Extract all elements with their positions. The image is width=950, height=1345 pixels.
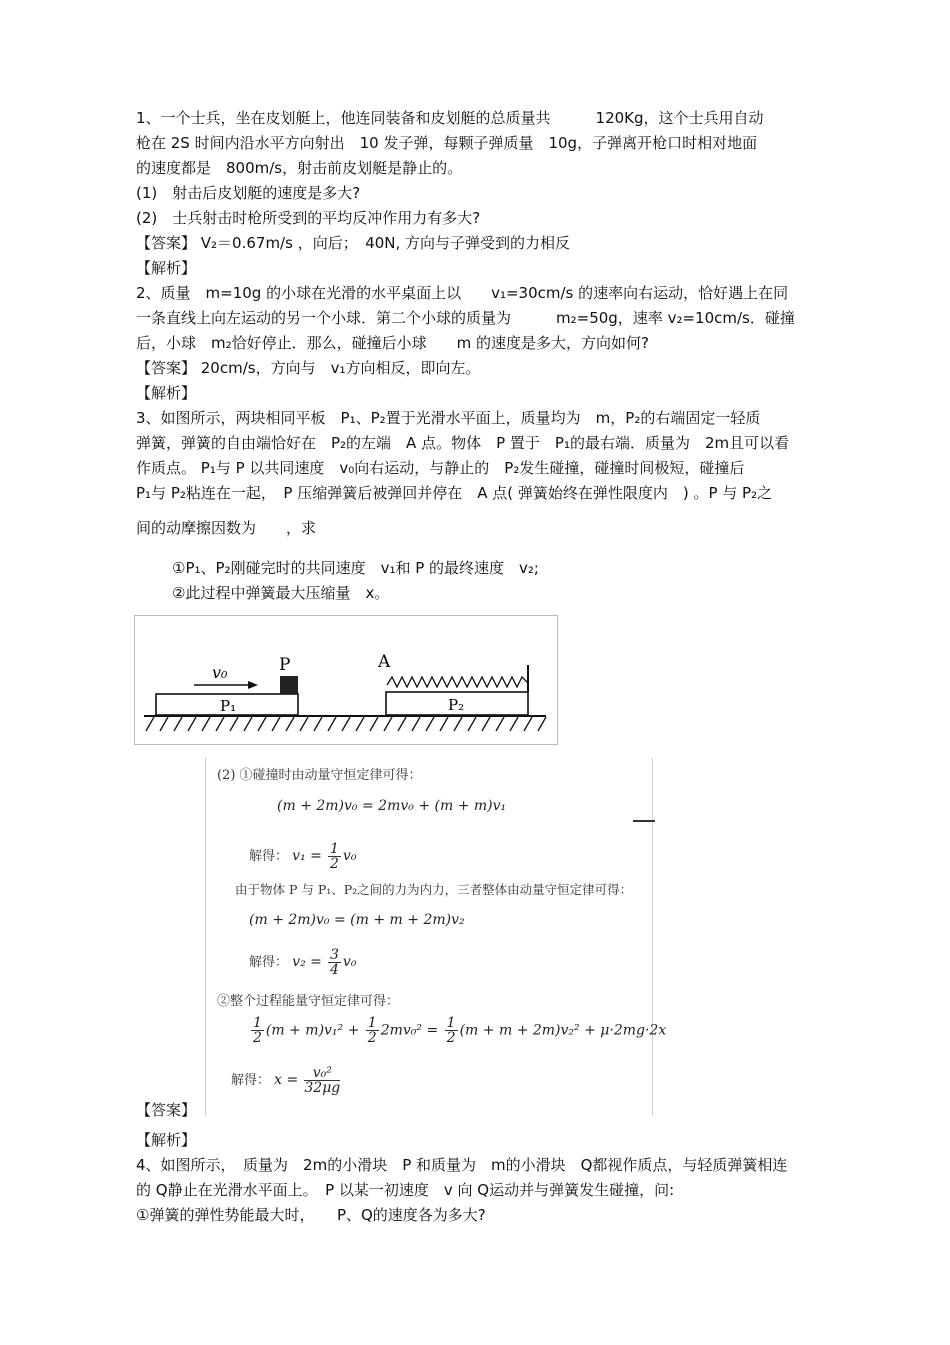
x-fraction	[304, 1066, 340, 1095]
solution-eq-3	[249, 1016, 666, 1045]
v1-frac-den: 2	[330, 856, 339, 872]
q3-line-4: P₁与 P₂粘连在一起， P 压缩弹簧后被弹回并停在 A 点( 弹簧始终在弹性限度内 ) 。P 与 P₂之	[136, 484, 773, 502]
eq3-frac-3-den: 2	[446, 1030, 456, 1046]
q2-line-3: 后，小球 m₂恰好停止．那么，碰撞后小球 m 的速度是多大，方向如何?	[136, 334, 649, 352]
solution-figure	[205, 758, 667, 1115]
eq3-frac-2	[366, 1016, 379, 1045]
eq3-part-a: (m + m)v₁² +	[265, 1022, 360, 1039]
eq3-frac-1-num: 1	[253, 1015, 262, 1031]
solution-v2	[249, 948, 356, 977]
q3-line-3: 作质点。 P₁与 P 以共同速度 v₀向右运动，与静止的 P₂发生碰撞，碰撞时间极短，碰撞后	[136, 459, 745, 477]
v1-fraction	[328, 842, 341, 871]
q4-line-1: 4、如图所示， 质量为 2m的小滑块 P 和质量为 m的小滑块 Q都视作质点，与轻质弹簧相连	[136, 1156, 788, 1174]
eq3-frac-2-den: 2	[367, 1030, 377, 1046]
q2-line-1: 2、质量 m=10g 的小球在光滑的水平桌面上以 v₁=30cm/s 的速率向右运动，恰好遇上在同	[136, 284, 789, 302]
v2-frac-num: 3	[330, 947, 339, 963]
q2-line-2: 一条直线上向左运动的另一个小球．第二个小球的质量为 m₂=50g，速率 v₂=10cm/s．碰撞	[136, 309, 795, 327]
plate-p1-label: P₁	[220, 697, 237, 715]
solution-x	[231, 1066, 342, 1095]
eq3-frac-1-den: 2	[253, 1030, 262, 1046]
block-p	[280, 676, 298, 694]
v2-frac-den: 4	[330, 962, 339, 978]
v1-v0: v₀	[342, 848, 357, 864]
q3-sub-1: ①P₁、P₂刚碰完时的共同速度 v₁和 P 的最终速度 v₂;	[172, 559, 539, 577]
x-frac-num: v₀²	[304, 1066, 340, 1081]
v2-fraction	[328, 948, 341, 977]
v2-v0: v₀	[342, 954, 357, 970]
q1-line-4: (1) 射击后皮划艇的速度是多大?	[136, 184, 361, 202]
eq3-frac-1	[251, 1016, 264, 1045]
q3-line-2: 弹簧，弹簧的自由端恰好在 P₂的左端 A 点。物体 P 置于 P₁的最右端．质量为 2m且可以看	[136, 434, 790, 452]
q1-line-3: 的速度都是 800m/s，射击前皮划艇是静止的。	[136, 159, 463, 177]
q3-line-5: 间的动摩擦因数为 ，求	[136, 519, 317, 537]
velocity-label: v₀	[212, 663, 228, 682]
eq3-frac-3	[445, 1016, 458, 1045]
block-p-label: P	[279, 655, 291, 675]
q3-analysis: 【解析】	[136, 1131, 197, 1149]
q1-analysis: 【解析】	[136, 259, 197, 277]
x-lhs: x =	[274, 1072, 299, 1088]
q3-line-1: 3、如图所示，两块相同平板 P₁、P₂置于光滑水平面上，质量均为 m，P₂的右端固定一轻质	[136, 409, 761, 427]
eq3-frac-2-num: 1	[367, 1015, 377, 1031]
solution-eq-1: (m + 2m)v₀ = 2mv₀ + (m + m)v₁	[277, 798, 507, 814]
v2-lhs: v₂ =	[292, 954, 322, 970]
v1-frac-num: 1	[330, 841, 339, 857]
solve-label-3: 解得：	[231, 1073, 271, 1088]
v1-lhs: v₁ =	[292, 848, 322, 864]
eq3-part-b: 2mv₀² =	[380, 1022, 439, 1039]
eq3-part-c: (m + m + 2m)v₂² + μ·2mg·2x	[459, 1022, 667, 1039]
solve-label-1: 解得：	[249, 849, 289, 864]
x-frac-den: 32μg	[304, 1080, 341, 1096]
q4-line-2: 的 Q静止在光滑水平面上。 P 以某一初速度 v 向 Q运动并与弹簧发生碰撞，问:	[136, 1181, 675, 1199]
solution-left-border	[205, 758, 206, 1115]
eq3-frac-3-num: 1	[446, 1015, 456, 1031]
point-a-label: A	[378, 652, 391, 672]
solve-label-2: 解得：	[249, 955, 289, 970]
q1-line-1: 1、一个士兵，坐在皮划艇上，他连同装备和皮划艇的总质量共 120Kg，这个士兵用自动	[136, 109, 764, 127]
solution-step-1: (2) ①碰撞时由动量守恒定律可得：	[217, 768, 422, 783]
solution-edge-mark	[633, 820, 655, 822]
q1-line-2: 枪在 2S 时间内沿水平方向射出 10 发子弹，每颗子弹质量 10g，子弹离开枪口时相对地面	[136, 134, 758, 152]
solution-step-3: ②整个过程能量守恒定律可得：	[217, 994, 400, 1009]
q4-line-3: ①弹簧的弹性势能最大时， P、Q的速度各为多大?	[136, 1206, 486, 1224]
q3-sub-2: ②此过程中弹簧最大压缩量 x。	[172, 584, 390, 602]
solution-step-2: 由于物体 P 与 P₁、P₂之间的力为内力，三者整体由动量守恒定律可得：	[235, 882, 633, 897]
q2-analysis: 【解析】	[136, 384, 197, 402]
q1-answer: 【答案】 V₂＝0.67m/s ，向后； 40N, 方向与子弹受到的力相反	[136, 234, 571, 252]
solution-v1	[249, 842, 356, 871]
solution-eq-2: (m + 2m)v₀ = (m + m + 2m)v₂	[249, 912, 465, 928]
q2-answer: 【答案】 20cm/s，方向与 v₁方向相反，即向左。	[136, 359, 481, 377]
solution-right-border	[652, 758, 653, 1115]
collision-figure	[134, 615, 558, 745]
q3-answer: 【答案】	[136, 1101, 197, 1119]
plate-p2-label: P₂	[448, 696, 465, 714]
q1-line-5: (2) 士兵射击时枪所受到的平均反冲作用力有多大?	[136, 209, 481, 227]
